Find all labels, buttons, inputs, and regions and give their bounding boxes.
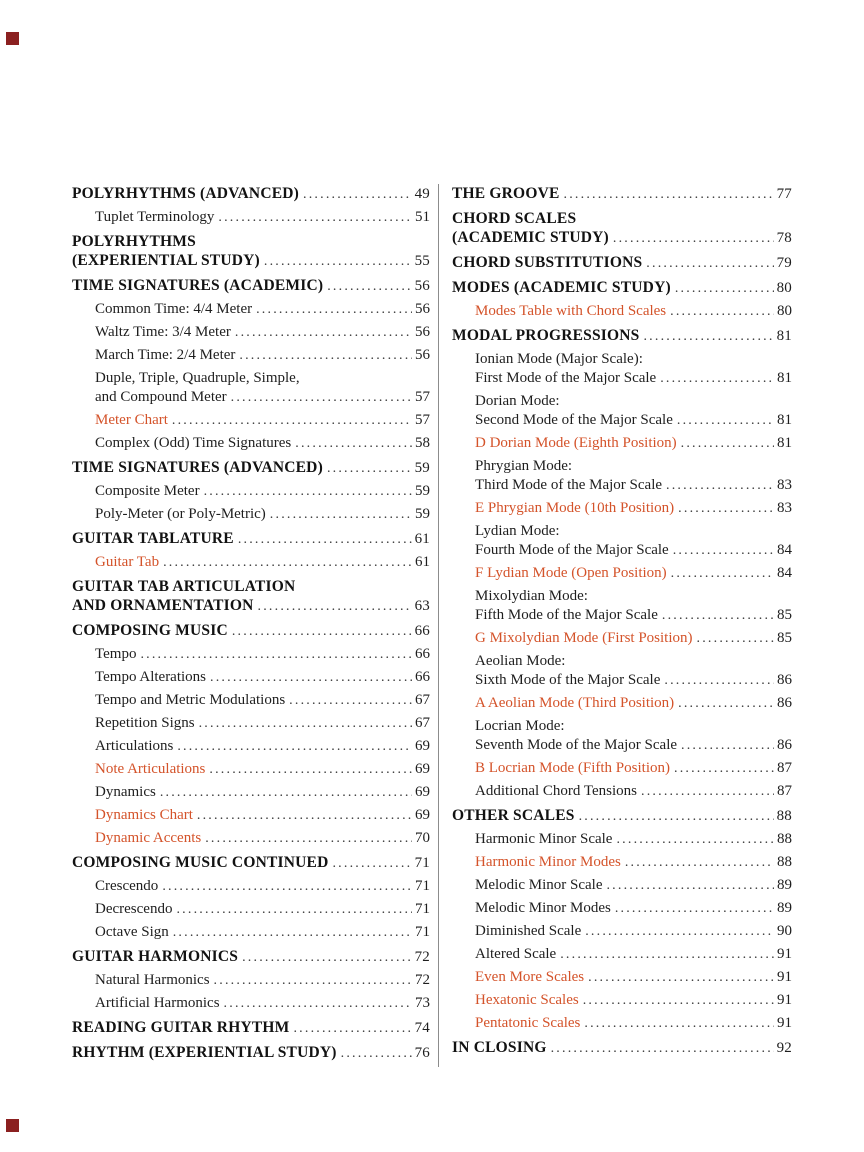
toc-entry: [72, 923, 430, 942]
toc-page-number: 67: [415, 692, 430, 708]
dot-leader: [162, 877, 412, 896]
toc-entry-line: Ionian Mode (Major Scale):: [475, 351, 643, 367]
dot-leader: [332, 854, 411, 873]
toc-entry: [452, 392, 792, 430]
toc-page-number: 83: [777, 477, 792, 493]
toc-page-number: 69: [415, 738, 430, 754]
toc-entry-label: Fourth Mode of the Major Scale: [475, 542, 669, 558]
toc-entry-label: Waltz Time: 3/4 Meter: [95, 324, 231, 340]
toc-page-number: 89: [777, 900, 792, 916]
toc-entry-label: Tempo: [95, 646, 137, 662]
toc-entry-label: Dynamics Chart: [95, 807, 193, 823]
toc-entry: [452, 782, 792, 801]
dot-leader: [204, 482, 412, 501]
toc-entry: [72, 208, 430, 227]
toc-entry: [452, 587, 792, 625]
toc-page-number: 55: [414, 253, 430, 269]
toc-entry: [72, 434, 430, 453]
toc-page-number: 67: [415, 715, 430, 731]
toc-entry: [452, 350, 792, 388]
toc-entry: [452, 830, 792, 849]
toc-entry: [452, 652, 792, 690]
toc-page-number: 88: [777, 854, 792, 870]
toc-page-number: 72: [414, 949, 430, 965]
toc-entry: [452, 694, 792, 713]
toc-entry: [72, 900, 430, 919]
toc-page-number: 63: [414, 598, 430, 614]
toc-entry-label: Second Mode of the Major Scale: [475, 412, 673, 428]
toc-page-number: 88: [777, 831, 792, 847]
toc-page-number: 81: [776, 328, 792, 344]
dot-leader: [660, 369, 774, 388]
toc-page-number: 56: [415, 347, 430, 363]
dot-leader: [258, 597, 412, 616]
table-of-contents: [72, 184, 792, 1067]
toc-page-number: 84: [777, 565, 792, 581]
toc-entry-label: Melodic Minor Scale: [475, 877, 603, 893]
toc-page-number: 86: [777, 737, 792, 753]
toc-entry: [72, 737, 430, 756]
toc-entry-label: OTHER SCALES: [452, 807, 575, 824]
toc-entry: [72, 323, 430, 342]
toc-entry: [72, 645, 430, 664]
dot-leader: [664, 671, 774, 690]
toc-page-number: 80: [777, 303, 792, 319]
toc-page-number: 81: [777, 435, 792, 451]
toc-heading: [72, 529, 430, 549]
toc-entry: [452, 629, 792, 648]
toc-entry: [72, 411, 430, 430]
toc-entry: [452, 876, 792, 895]
toc-entry-label: MODAL PROGRESSIONS: [452, 327, 640, 344]
toc-entry-label: Dynamic Accents: [95, 830, 202, 846]
toc-entry-label: Tempo Alterations: [95, 669, 207, 685]
toc-entry-line: Dorian Mode:: [475, 393, 560, 409]
toc-heading: [72, 184, 430, 204]
toc-page-number: 87: [777, 760, 792, 776]
dot-leader: [176, 900, 412, 919]
page-corner-mark-top: [6, 32, 19, 45]
toc-page-number: 90: [777, 923, 792, 939]
toc-page-number: 59: [414, 460, 430, 476]
toc-entry-label: Crescendo: [95, 878, 159, 894]
toc-page-number: 69: [415, 784, 430, 800]
dot-leader: [264, 252, 412, 271]
dot-leader: [341, 1044, 412, 1063]
dot-leader: [218, 208, 412, 227]
toc-heading: [72, 1043, 430, 1063]
dot-leader: [209, 760, 412, 779]
toc-page-number: 91: [777, 1015, 792, 1031]
dot-leader: [616, 830, 774, 849]
toc-entry-label: G Mixolydian Mode (First Position): [475, 630, 693, 646]
toc-entry: [452, 922, 792, 941]
toc-entry: [452, 717, 792, 755]
toc-entry-label: Artificial Harmonics: [95, 995, 220, 1011]
toc-entry-label: Modes Table with Chord Scales: [475, 303, 667, 319]
toc-entry-label: Poly-Meter (or Poly-Metric): [95, 506, 266, 522]
toc-entry-label: Tuplet Terminology: [95, 209, 215, 225]
toc-entry: [452, 991, 792, 1010]
toc-page-number: 74: [414, 1020, 430, 1036]
dot-leader: [551, 1039, 774, 1058]
toc-page-number: 91: [777, 992, 792, 1008]
toc-entry-line: GUITAR TAB ARTICULATION: [72, 578, 296, 595]
toc-page-number: 71: [415, 878, 430, 894]
toc-heading: [72, 853, 430, 873]
dot-leader: [671, 564, 774, 583]
dot-leader: [293, 1019, 411, 1038]
dot-leader: [585, 922, 774, 941]
dot-leader: [289, 691, 412, 710]
toc-page-number: 73: [415, 995, 430, 1011]
toc-page-number: 89: [777, 877, 792, 893]
toc-entry: [72, 300, 430, 319]
toc-page-number: 71: [415, 924, 430, 940]
dot-leader: [678, 694, 774, 713]
toc-entry-label: TIME SIGNATURES (ACADEMIC): [72, 277, 324, 294]
toc-entry-label: GUITAR TABLATURE: [72, 530, 234, 547]
dot-leader: [579, 807, 774, 826]
toc-column-right: [452, 184, 792, 1067]
toc-heading: [72, 947, 430, 967]
toc-entry-label: B Locrian Mode (Fifth Position): [475, 760, 670, 776]
dot-leader: [242, 948, 411, 967]
toc-entry-label: Diminished Scale: [475, 923, 582, 939]
toc-entry-label: Octave Sign: [95, 924, 169, 940]
toc-page-number: 92: [776, 1040, 792, 1056]
toc-page-number: 59: [415, 506, 430, 522]
toc-entry: [452, 899, 792, 918]
toc-entry: [452, 522, 792, 560]
toc-entry-label: Sixth Mode of the Major Scale: [475, 672, 661, 688]
toc-page-number: 69: [415, 807, 430, 823]
toc-entry-label: Complex (Odd) Time Signatures: [95, 435, 292, 451]
toc-entry-label: READING GUITAR RHYTHM: [72, 1019, 290, 1036]
toc-entry-label: COMPOSING MUSIC CONTINUED: [72, 854, 329, 871]
toc-entry-label: Note Articulations: [95, 761, 206, 777]
dot-leader: [677, 411, 774, 430]
toc-entry-label: Seventh Mode of the Major Scale: [475, 737, 678, 753]
toc-entry-line: Aeolian Mode:: [475, 653, 566, 669]
toc-page-number: 57: [415, 389, 430, 405]
toc-page-number: 81: [777, 412, 792, 428]
toc-entry: [452, 499, 792, 518]
dot-leader: [641, 782, 774, 801]
toc-entry: [72, 482, 430, 501]
toc-entry-label: Tempo and Metric Modulations: [95, 692, 286, 708]
dot-leader: [625, 853, 774, 872]
toc-entry: [452, 457, 792, 495]
toc-page-number: 78: [776, 230, 792, 246]
toc-entry: [72, 806, 430, 825]
dot-leader: [560, 945, 774, 964]
toc-entry-label: THE GROOVE: [452, 185, 560, 202]
toc-heading: [72, 1018, 430, 1038]
dot-leader: [205, 829, 412, 848]
toc-page-number: 83: [777, 500, 792, 516]
dot-leader: [646, 254, 773, 273]
toc-entry-line: POLYRHYTHMS: [72, 233, 196, 250]
toc-entry: [72, 346, 430, 365]
toc-entry-label: MODES (ACADEMIC STUDY): [452, 279, 671, 296]
toc-entry: [72, 877, 430, 896]
toc-entry-label: Pentatonic Scales: [475, 1015, 581, 1031]
toc-entry-line: Duple, Triple, Quadruple, Simple,: [95, 370, 300, 386]
toc-heading: [452, 184, 792, 204]
toc-entry-label: Altered Scale: [475, 946, 557, 962]
toc-page-number: 81: [777, 370, 792, 386]
toc-page-number: 71: [414, 855, 430, 871]
toc-entry-label: COMPOSING MUSIC: [72, 622, 228, 639]
dot-leader: [681, 736, 774, 755]
toc-entry: [452, 945, 792, 964]
toc-entry: [452, 434, 792, 453]
toc-entry: [72, 668, 430, 687]
dot-leader: [238, 530, 412, 549]
dot-leader: [224, 994, 412, 1013]
toc-entry-label: IN CLOSING: [452, 1039, 547, 1056]
toc-heading: [452, 209, 792, 248]
dot-leader: [295, 434, 412, 453]
toc-entry-label: RHYTHM (EXPERIENTIAL STUDY): [72, 1044, 337, 1061]
toc-column-left: [72, 184, 430, 1067]
toc-page-number: 56: [415, 324, 430, 340]
toc-entry-label: Fifth Mode of the Major Scale: [475, 607, 658, 623]
toc-heading: [452, 1038, 792, 1058]
dot-leader: [327, 459, 412, 478]
toc-page-number: 76: [414, 1045, 430, 1061]
toc-entry: [452, 302, 792, 321]
toc-page-number: 70: [415, 830, 430, 846]
toc-page-number: 56: [414, 278, 430, 294]
toc-entry-line: Lydian Mode:: [475, 523, 560, 539]
toc-heading: [72, 232, 430, 271]
dot-leader: [643, 327, 773, 346]
toc-entry-label: Third Mode of the Major Scale: [475, 477, 663, 493]
dot-leader: [666, 476, 774, 495]
dot-leader: [177, 737, 412, 756]
dot-leader: [584, 1014, 774, 1033]
dot-leader: [681, 434, 774, 453]
dot-leader: [173, 923, 412, 942]
page-corner-mark-bottom: [6, 1119, 19, 1132]
dot-leader: [214, 971, 412, 990]
toc-entry: [72, 691, 430, 710]
toc-heading: [72, 577, 430, 616]
toc-page-number: 85: [777, 607, 792, 623]
toc-entry-line: Locrian Mode:: [475, 718, 565, 734]
dot-leader: [588, 968, 774, 987]
toc-entry-label: Harmonic Minor Scale: [475, 831, 613, 847]
toc-entry-label: Articulations: [95, 738, 174, 754]
toc-page-number: 57: [415, 412, 430, 428]
toc-entry-label: GUITAR HARMONICS: [72, 948, 239, 965]
toc-entry: [72, 369, 430, 407]
toc-heading: [72, 276, 430, 296]
toc-entry-label: Additional Chord Tensions: [475, 783, 638, 799]
toc-entry-line: CHORD SCALES: [452, 210, 577, 227]
toc-entry-label: F Lydian Mode (Open Position): [475, 565, 667, 581]
toc-entry: [452, 968, 792, 987]
toc-entry-label: Even More Scales: [475, 969, 585, 985]
dot-leader: [613, 229, 774, 248]
dot-leader: [662, 606, 774, 625]
toc-entry: [72, 829, 430, 848]
dot-leader: [327, 277, 411, 296]
toc-entry: [452, 853, 792, 872]
toc-page-number: 86: [777, 695, 792, 711]
toc-entry: [72, 971, 430, 990]
toc-page-number: 91: [777, 946, 792, 962]
dot-leader: [615, 899, 774, 918]
toc-page-number: 56: [415, 301, 430, 317]
toc-heading: [72, 621, 430, 641]
toc-page-number: 69: [415, 761, 430, 777]
toc-entry: [452, 759, 792, 778]
toc-entry: [72, 783, 430, 802]
toc-page-number: 85: [777, 630, 792, 646]
toc-page-number: 72: [415, 972, 430, 988]
toc-page-number: 80: [776, 280, 792, 296]
toc-entry-label: Melodic Minor Modes: [475, 900, 611, 916]
dot-leader: [232, 622, 412, 641]
dot-leader: [697, 629, 774, 648]
toc-page-number: 59: [415, 483, 430, 499]
toc-entry-label: A Aeolian Mode (Third Position): [475, 695, 675, 711]
toc-page-number: 66: [415, 669, 430, 685]
toc-page-number: 58: [415, 435, 430, 451]
toc-entry-line: Phrygian Mode:: [475, 458, 573, 474]
toc-entry-label: POLYRHYTHMS (ADVANCED): [72, 185, 300, 202]
dot-leader: [210, 668, 412, 687]
toc-entry: [72, 505, 430, 524]
dot-leader: [678, 499, 774, 518]
toc-entry-label: AND ORNAMENTATION: [72, 597, 254, 614]
toc-entry-label: Meter Chart: [95, 412, 168, 428]
toc-entry-label: D Dorian Mode (Eighth Position): [475, 435, 677, 451]
toc-page-number: 86: [777, 672, 792, 688]
dot-leader: [673, 541, 774, 560]
dot-leader: [606, 876, 774, 895]
toc-entry-line: Mixolydian Mode:: [475, 588, 588, 604]
toc-entry-label: Natural Harmonics: [95, 972, 210, 988]
toc-entry-label: Repetition Signs: [95, 715, 195, 731]
toc-entry: [72, 994, 430, 1013]
toc-page-number: 71: [415, 901, 430, 917]
dot-leader: [140, 645, 412, 664]
toc-heading: [452, 253, 792, 273]
dot-leader: [199, 714, 412, 733]
dot-leader: [270, 505, 412, 524]
dot-leader: [163, 553, 412, 572]
toc-entry-label: Composite Meter: [95, 483, 200, 499]
toc-entry-label: Dynamics: [95, 784, 156, 800]
toc-page-number: 88: [776, 808, 792, 824]
toc-page-number: 77: [776, 186, 792, 202]
toc-entry: [72, 714, 430, 733]
dot-leader: [303, 185, 412, 204]
toc-entry: [452, 1014, 792, 1033]
toc-page-number: 87: [777, 783, 792, 799]
toc-entry-label: (EXPERIENTIAL STUDY): [72, 252, 260, 269]
toc-page-number: 61: [414, 531, 430, 547]
dot-leader: [160, 783, 412, 802]
dot-leader: [231, 388, 412, 407]
toc-heading: [452, 326, 792, 346]
toc-entry-label: E Phrygian Mode (10th Position): [475, 500, 675, 516]
toc-entry-label: CHORD SUBSTITUTIONS: [452, 254, 643, 271]
dot-leader: [564, 185, 774, 204]
toc-entry: [72, 553, 430, 572]
toc-heading: [72, 458, 430, 478]
toc-entry-label: (ACADEMIC STUDY): [452, 229, 609, 246]
toc-entry-label: March Time: 2/4 Meter: [95, 347, 236, 363]
dot-leader: [235, 323, 412, 342]
toc-heading: [452, 806, 792, 826]
toc-entry-label: Harmonic Minor Modes: [475, 854, 621, 870]
toc-entry-label: Decrescendo: [95, 901, 173, 917]
toc-page-number: 51: [415, 209, 430, 225]
toc-page-number: 49: [414, 186, 430, 202]
dot-leader: [197, 806, 412, 825]
toc-entry-label: First Mode of the Major Scale: [475, 370, 657, 386]
toc-entry-label: and Compound Meter: [95, 389, 227, 405]
dot-leader: [675, 279, 774, 298]
toc-entry: [72, 760, 430, 779]
toc-entry-label: Hexatonic Scales: [475, 992, 579, 1008]
toc-page-number: 66: [414, 623, 430, 639]
dot-leader: [670, 302, 774, 321]
column-divider: [438, 184, 439, 1067]
dot-leader: [583, 991, 774, 1010]
toc-entry-label: Common Time: 4/4 Meter: [95, 301, 253, 317]
toc-heading: [452, 278, 792, 298]
toc-page-number: 84: [777, 542, 792, 558]
toc-page-number: 66: [415, 646, 430, 662]
dot-leader: [172, 411, 412, 430]
toc-page-number: 79: [776, 255, 792, 271]
toc-entry: [452, 564, 792, 583]
toc-entry-label: Guitar Tab: [95, 554, 160, 570]
dot-leader: [239, 346, 412, 365]
dot-leader: [256, 300, 412, 319]
toc-entry-label: TIME SIGNATURES (ADVANCED): [72, 459, 323, 476]
dot-leader: [674, 759, 774, 778]
toc-page-number: 61: [415, 554, 430, 570]
toc-page-number: 91: [777, 969, 792, 985]
